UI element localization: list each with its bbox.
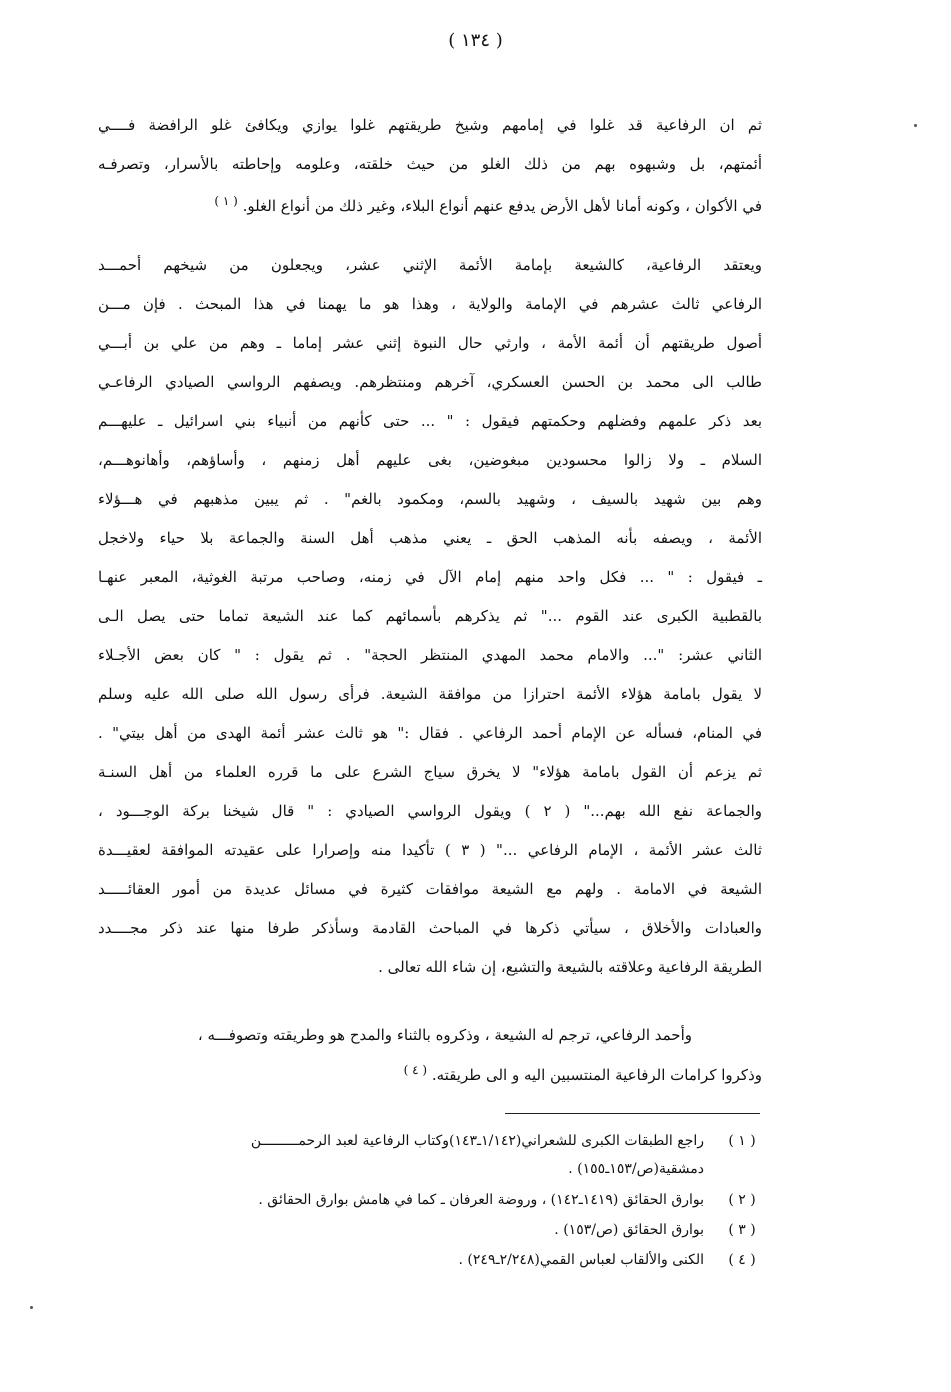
text-line: والجماعة نفع الله بهم..." ( ٢ ) ويقول الرواسي الصيادي : " قال شيخنا بركة الوجـــود ، [98,802,762,820]
text-line: أصول طريقتهم أن أئمة الأمة ، وارثي حال النبوة إثني عشر إماما ـ وهم من علي بن أبـــي [98,334,762,352]
text-line: والعبادات والأخلاق ، سيأتي ذكرها في المباحث القادمة وسأذكر طرفا منها عند ذكر مجــــدد [98,919,762,937]
text-line [98,194,762,215]
footnote-text: دمشقية(ص/١٥٣ـ١٥٥) . [568,1161,704,1177]
text-line: في المنام، فسأله عن الإمام أحمد الرفاعي . فقال :" هو ثالث عشر أئمة الهدى من أهل بيتي" . [98,724,762,742]
footnote-text: الكنى والألقاب لعباس القمي(٢/٢٤٨ـ٢٤٩) . [458,1252,704,1268]
text-line: الأئمة ، ويصفه بأنه المذهب الحق ـ يعني مذهب أهل السنة والجماعة بلا حياء ولاخجل [98,529,762,547]
footnote-ref: ( ١ ) [214,194,238,208]
text-line: الرفاعي ثالث عشرهم في الإمامة والولاية ، وهذا هو ما يهمنا في هذا المبحث . فإن مـــن [98,295,762,313]
footnote-text: بوارق الحقائق (١٤١٩ـ١٤٢) ، وروضة العرفان ـ كما في هامش بوارق الحقائق . [258,1192,704,1208]
text-line: ويعتقد الرفاعية، كالشيعة بإمامة الأئمة الإثني عشر، ويجعلون من شيخهم أحمـــد [98,256,762,274]
text-line: بعد ذكر علمهم وفضلهم وحكمتهم فيقول : " ... حتى كأنهم من أنبياء بني اسرائيل ـ عليهـــم [98,412,762,430]
text-line: ثالث عشر الأئمة ، الإمام الرفاعي ..." ( ٣ ) تأكيدا منه وإصرارا على عقيدته الموافقة لعقيـــدة [98,841,762,859]
text-line [98,1063,762,1084]
text-line: لا يقول بامامة هؤلاء الأئمة احترازا من موافقة الشيعة. فرأى رسول الله صلى الله عليه وسلم [98,685,762,703]
footnote-number: ( ٣ ) [728,1222,756,1238]
footnote-separator [505,1113,760,1114]
page-number: ( ١٣٤ ) [448,30,503,51]
text-line: الثاني عشر: "... والامام محمد المهدي المنتظر الحجة" . ثم يقول : " كان بعض الأجـلاء [98,646,762,664]
line-text: في الأكوان ، وكونه أمانا لأهل الأرض يدفع عنهم أنواع البلاء، وغير ذلك من أنواع الغلو. [242,197,762,215]
footnote-number: ( ١ ) [728,1133,756,1149]
text-line: ثم ان الرفاعية قد غلوا في إمامهم وشيخ طريقتهم غلوا يوازي ويكافئ غلو الرافضة فــــي [98,116,762,134]
footnote-text: بوارق الحقائق (ص/١٥٣) . [554,1222,704,1238]
line-text: وذكروا كرامات الرفاعية المنتسبين اليه و الى طريقته. [431,1066,762,1084]
text-line: وأحمد الرفاعي، ترجم له الشيعة ، وذكروه بالثناء والمدح هو وطريقته وتصوفـــه ، [197,1026,692,1044]
scan-speck [30,1306,33,1309]
text-line: ـ فيقول : " ... فكل واحد منهم إمام الآل في زمنه، وصاحب مرتبة الغوثية، المعبر عنهـا [98,568,762,586]
text-line: ثم يزعم أن القول بامامة هؤلاء" لا يخرق سياج الشرع على ما قرره العلماء من أهل السنـة [98,763,762,781]
text-line: أئمتهم، بل وشبهوه بهم من ذلك الغلو من حيث خلقته، وعلومه وإحاطته بالأسرار، وتصرفـه [98,155,762,173]
footnote-number: ( ٤ ) [728,1252,756,1268]
text-line: طالب الى محمد بن الحسن العسكري، آخرهم ومنتظرهم. ويصفهم الرواسي الصيادي الرفاعـي [98,373,762,391]
text-line: الشيعة في الامامة . ولهم مع الشيعة موافقات كثيرة في مسائل عديدة من أمور العقائـــــد [98,880,762,898]
footnote-text: راجع الطبقات الكبرى للشعراني(١/١٤٢ـ١٤٣)وكتاب الرفاعية لعبد الرحمـــــــــن [250,1133,704,1149]
text-line: وهم بين شهيد بالسيف ، وشهيد بالسم، ومكمود بالغم" . ثم يبين مذهبهم في هـــؤلاء [98,490,762,508]
text-line: السلام ـ ولا زالوا محسودين مبغوضين، بغى عليهم أهل زمنهم ، وأساؤهم، وأهانوهـــم، [98,451,762,469]
scan-speck [914,124,917,127]
footnote-number: ( ٢ ) [728,1192,756,1208]
text-line: بالقطبية الكبرى عند القوم ..." ثم يذكرهم بأسمائهم كما عند الشيعة تماما حتى يصل الـى [98,607,762,625]
footnote-ref: ( ٤ ) [403,1063,428,1077]
text-line: الطريقة الرفاعية وعلاقته بالشيعة والتشيع، إن شاء الله تعالى . [378,958,762,976]
